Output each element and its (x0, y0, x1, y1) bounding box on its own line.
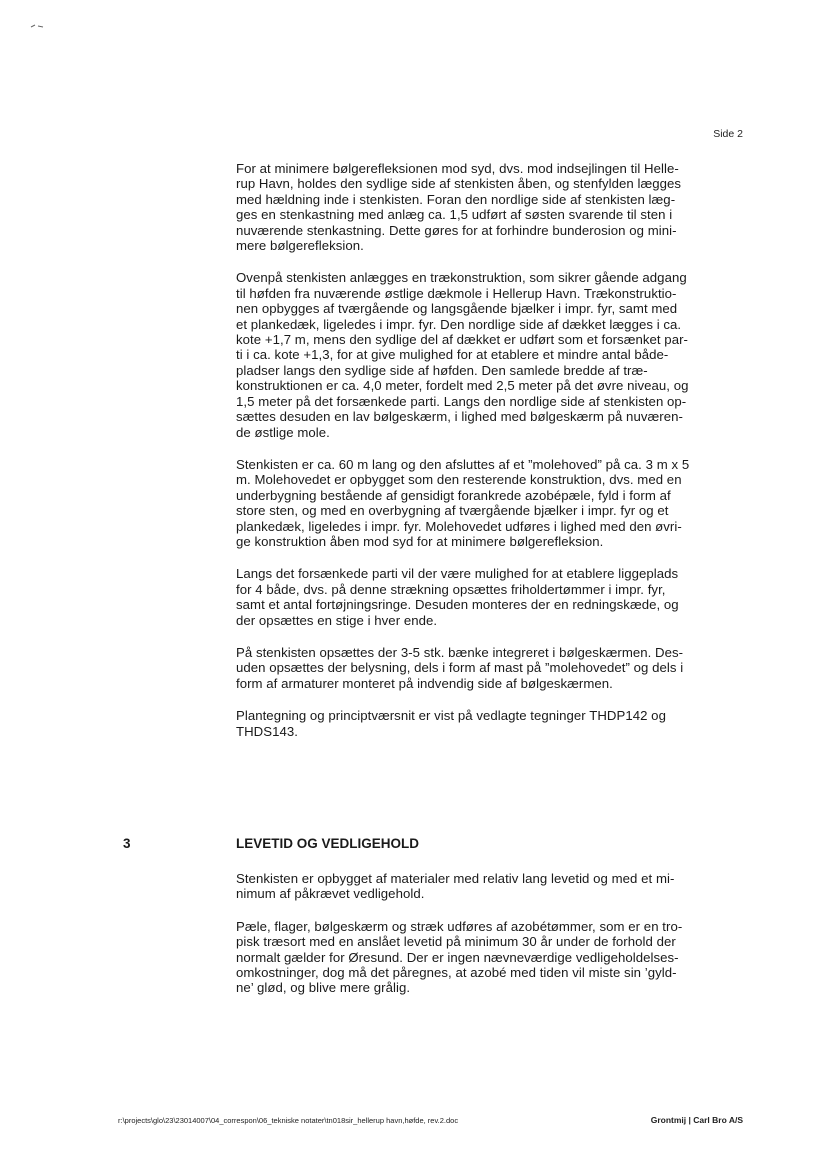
footer-file-path: r:\projects\glo\23\23014007\04_correspon\06_tekniske notater\tn018sir_hellerup havn,høfde, rev.2.doc (118, 1116, 459, 1125)
footer-company: Grontmij | Carl Bro A/S (650, 1115, 743, 1125)
scan-mark (30, 24, 44, 28)
paragraph: Stenkisten er ca. 60 m lang og den afsluttes af et ”molehoved” på ca. 3 m x 5 m. Molehovedet er opbygget som den resterende konstruktion, dvs. med en underbygning bestående af gensidigt forankrede azobépæle, fyld i form af store sten, og med en overbygning af tværgående bjælker i impr. fyr og et plankedæk, ligeledes i impr. fyr. Molehovedet udføres i lighed med den øvri- ge konstruktion åben mod syd for at minimere bølgerefleksion. (236, 456, 690, 549)
section-body (236, 871, 736, 1013)
paragraph: Langs det forsænkede parti vil der være mulighed for at etablere liggeplads for 4 både, dvs. på denne strækning opsættes friholdertømmer i impr. fyr, samt et antal fortøjningsringe. Desuden monteres der en redningskæde, og der opsættes en stige i hver ende. (236, 566, 679, 628)
paragraph: For at minimere bølgerefleksionen mod syd, dvs. mod indsejlingen til Helle- rup Havn, holdes den sydlige side af stenkisten åben, og stenfylden lægges med hældning inde i stenkisten. Foran den nordlige side af stenkisten læg- ges en stenkastning med anlæg ca. 1,5 udført af søsten svarende til sten i nuværende stenkastning. Dette gøres for at forhindre bunderosion og mini- mere bølgerefleksion. (236, 161, 682, 254)
body-text (236, 161, 736, 756)
paragraph: Plantegning og principtværsnit er vist på vedlagte tegninger THDP142 og THDS143. (236, 708, 666, 739)
paragraph: Stenkisten er opbygget af materialer med relativ lang levetid og med et mi- nimum af påkrævet vedligehold. (236, 871, 675, 902)
paragraph: Ovenpå stenkisten anlægges en trækonstruktion, som sikrer gående adgang til høfden fra nuværende østlige dækmole i Hellerup Havn. Trækonstruktio- nen opbygges af tværgående og langsgående bjælker i impr. fyr, samt med et plankedæk, ligeledes i impr. fyr. Den nordlige side af dækket lægges i ca. kote +1,7 m, mens den sydlige del af dækket er udført som et forsænket par- ti i ca. kote +1,3, for at give mulighed for at etablere et mindre antal både- pladser langs den sydlige side af høfden. Den samlede bredde af træ- konstruktionen er ca. 4,0 meter, fordelt med 2,5 meter på det øvre niveau, og 1,5 meter på det forsænkede parti. Langs den nordlige side af stenkisten op- sættes desuden en lav bølgeskærm, i lighed med bølgeskærm på nuværen- de østlige mole. (236, 270, 689, 440)
paragraph: Pæle, flager, bølgeskærm og stræk udføres af azobétømmer, som er en tro- pisk træsort med en anslået levetid på minimum 30 år under de forhold der normalt gælder for Øresund. Der er ingen nævneværdige vedligeholdelses- omkostninger, dog må det påregnes, at azobé med tiden vil miste sin ’gyld- ne’ glød, og blive mere grålig. (236, 918, 683, 996)
section-number: 3 (123, 836, 131, 851)
section-title: LEVETID OG VEDLIGEHOLD (236, 836, 420, 851)
paragraph: På stenkisten opsættes der 3-5 stk. bænke integreret i bølgeskærmen. Des- uden opsættes der belysning, dels i form af mast på ”molehovedet” og dels i form af armaturer monteret på indvendig side af bølgeskærmen. (236, 644, 684, 691)
page-number: Side 2 (713, 128, 743, 140)
